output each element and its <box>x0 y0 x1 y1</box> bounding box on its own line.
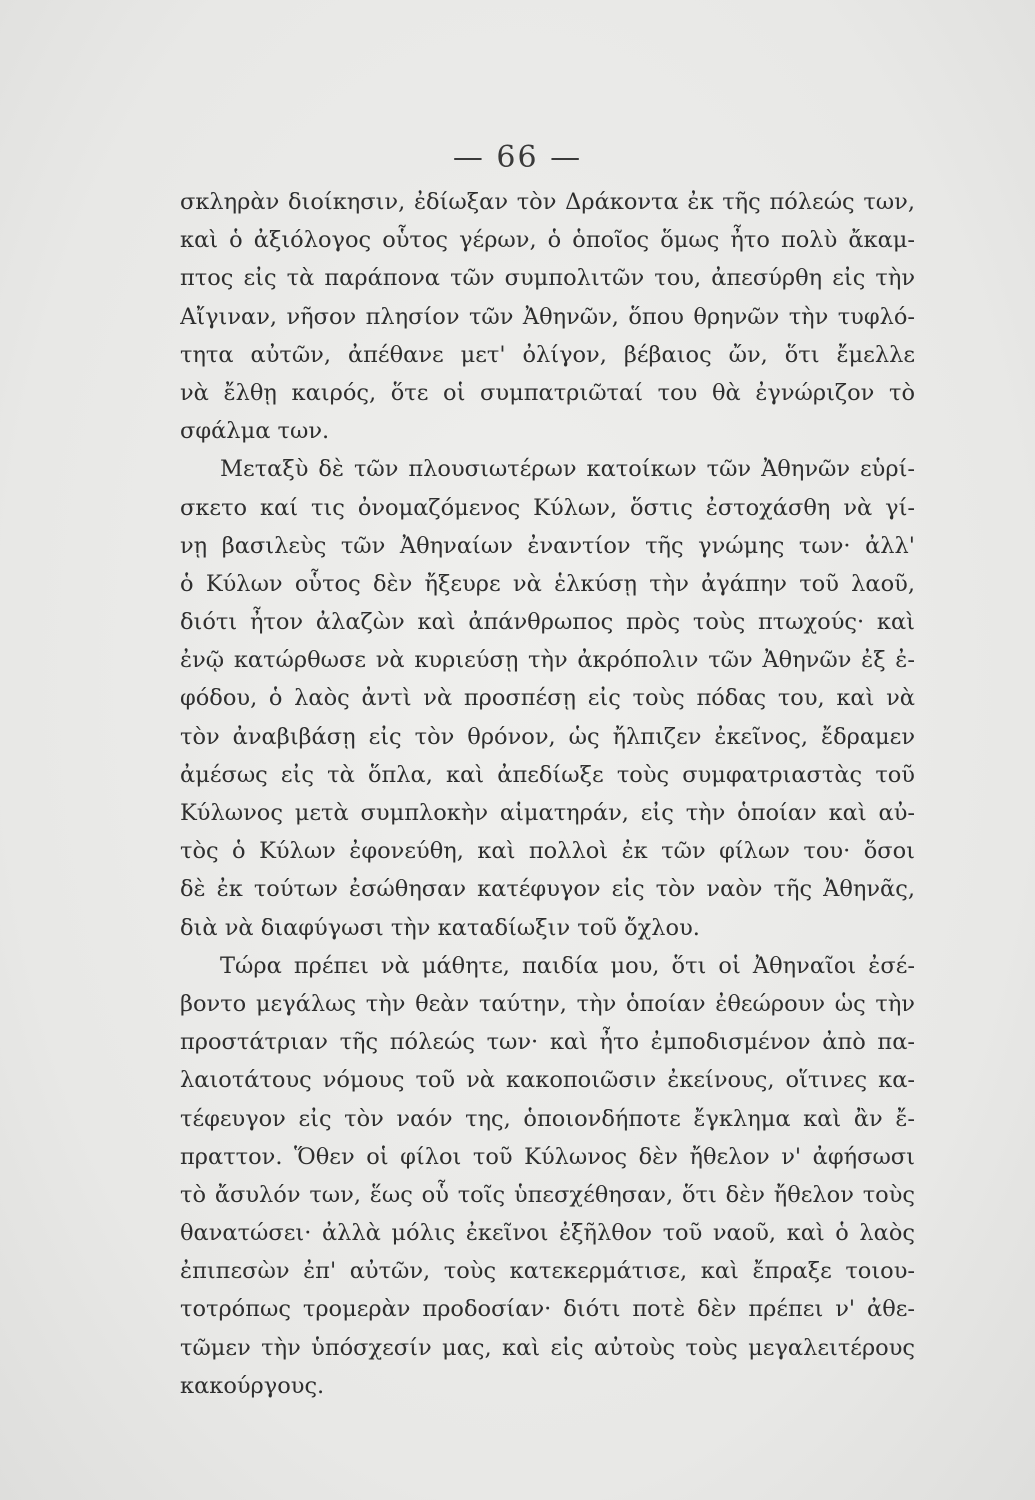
text-line: σκληρὰν διοίκησιν, ἐδίωξαν τὸν Δράκοντα ἐκ τῆς πόλεώς των, <box>180 189 915 215</box>
text-line: σκετο καί τις ὀνομαζόμενος Κύλων, ὅστις ἐστοχάσθη νὰ γί- <box>180 494 915 521</box>
text-line: τὸς ὁ Κύλων ἐφονεύθη, καὶ πολλοὶ ἐκ τῶν φίλων του· ὅσοι <box>180 838 915 865</box>
text-line: σφάλμα των. <box>180 418 330 445</box>
text-line: διότι ἦτον ἀλαζὼν καὶ ἀπάνθρωπος πρὸς τοὺς πτωχούς· καὶ <box>180 609 915 636</box>
text-line: διὰ νὰ διαφύγωσι τὴν καταδίωξιν τοῦ ὄχλου. <box>180 914 700 941</box>
text-line: λαιοτάτους νόμους τοῦ νὰ κακοποιῶσιν ἐκείνους, οἵτινες κα- <box>180 1067 915 1094</box>
text-line: βοντο μεγάλως τὴν θεὰν ταύτην, τὴν ὁποίαν ἐθεώρουν ὡς τὴν <box>180 990 915 1017</box>
text-line: φόδου, ὁ λαὸς ἀντὶ νὰ προσπέσῃ εἰς τοὺς πόδας του, καὶ νὰ <box>180 685 915 712</box>
text-line: τοτρόπως τρομερὰν προδοσίαν· διότι ποτὲ δὲν πρέπει ν' ἀθε- <box>180 1296 915 1323</box>
text-line: κακούργους. <box>180 1372 325 1399</box>
text-line: τητα αὐτῶν, ἀπέθανε μετ' ὀλίγον, βέβαιος ὤν, ὅτι ἔμελλε <box>180 341 915 368</box>
text-line: Τώρα πρέπει νὰ μάθητε, παιδία μου, ὅτι οἱ Ἀθηναῖοι ἐσέ- <box>220 952 915 979</box>
text-line: θανατώσει· ἀλλὰ μόλις ἐκεῖνοι ἐξῆλθον τοῦ ναοῦ, καὶ ὁ λαὸς <box>180 1220 915 1247</box>
text-line: πτος εἰς τὰ παράπονα τῶν συμπολιτῶν του, ἀπεσύρθη εἰς τὴν <box>180 265 915 292</box>
text-line: Αἴγιναν, νῆσον πλησίον τῶν Ἀθηνῶν, ὅπου θρηνῶν τὴν τυφλό- <box>180 303 915 330</box>
text-line: τὸ ἄσυλόν των, ἕως οὗ τοῖς ὑπεσχέθησαν, ὅτι δὲν ἤθελον τοὺς <box>180 1181 915 1208</box>
text-line: ἐνῷ κατώρθωσε νὰ κυριεύσῃ τὴν ἀκρόπολιν τῶν Ἀθηνῶν ἐξ ἐ- <box>180 647 915 674</box>
text-line: πραττον. Ὅθεν οἱ φίλοι τοῦ Κύλωνος δὲν ἤθελον ν' ἀφήσωσι <box>180 1143 915 1170</box>
text-line: τὸν ἀναβιβάσῃ εἰς τὸν θρόνον, ὡς ἤλπιζεν ἐκεῖνος, ἔδραμεν <box>180 723 915 750</box>
page-number: — 66 — <box>452 140 583 175</box>
text-line: δὲ ἐκ τούτων ἐσώθησαν κατέφυγον εἰς τὸν ναὸν τῆς Ἀθηνᾶς, <box>180 876 915 903</box>
text-line: Κύλωνος μετὰ συμπλοκὴν αἱματηράν, εἰς τὴν ὁποίαν καὶ αὐ- <box>180 800 915 826</box>
text-line: τῶμεν τὴν ὑπόσχεσίν μας, καὶ εἰς αὐτοὺς τοὺς μεγαλειτέρους <box>180 1334 915 1361</box>
text-line: προστάτριαν τῆς πόλεώς των· καὶ ἦτο ἐμποδισμένον ἀπὸ πα- <box>180 1029 915 1056</box>
text-line: νὰ ἔλθῃ καιρός, ὅτε οἱ συμπατριῶταί του θὰ ἐγνώριζον τὸ <box>180 379 915 406</box>
text-line: τέφευγον εἰς τὸν ναόν της, ὁποιονδήποτε ἔγκλημα καὶ ἂν ἔ- <box>180 1105 915 1132</box>
body-text <box>180 183 915 1405</box>
text-line: ὁ Κύλων οὗτος δὲν ἤξευρε νὰ ἑλκύσῃ τὴν ἀγάπην τοῦ λαοῦ, <box>180 570 915 597</box>
text-line: Μεταξὺ δὲ τῶν πλουσιωτέρων κατοίκων τῶν Ἀθηνῶν εὑρί- <box>220 456 915 483</box>
text-line: νῃ βασιλεὺς τῶν Ἀθηναίων ἐναντίον τῆς γνώμης των· ἀλλ' <box>180 532 915 559</box>
text-line: καὶ ὁ ἀξιόλογος οὗτος γέρων, ὁ ὁποῖος ὅμως ἦτο πολὺ ἄκαμ- <box>180 227 915 254</box>
text-line: ἐπιπεσὼν ἐπ' αὐτῶν, τοὺς κατεκερμάτισε, καὶ ἔπραξε τοιου- <box>180 1258 915 1285</box>
text-line: ἀμέσως εἰς τὰ ὅπλα, καὶ ἀπεδίωξε τοὺς συμφατριαστὰς τοῦ <box>180 761 915 788</box>
